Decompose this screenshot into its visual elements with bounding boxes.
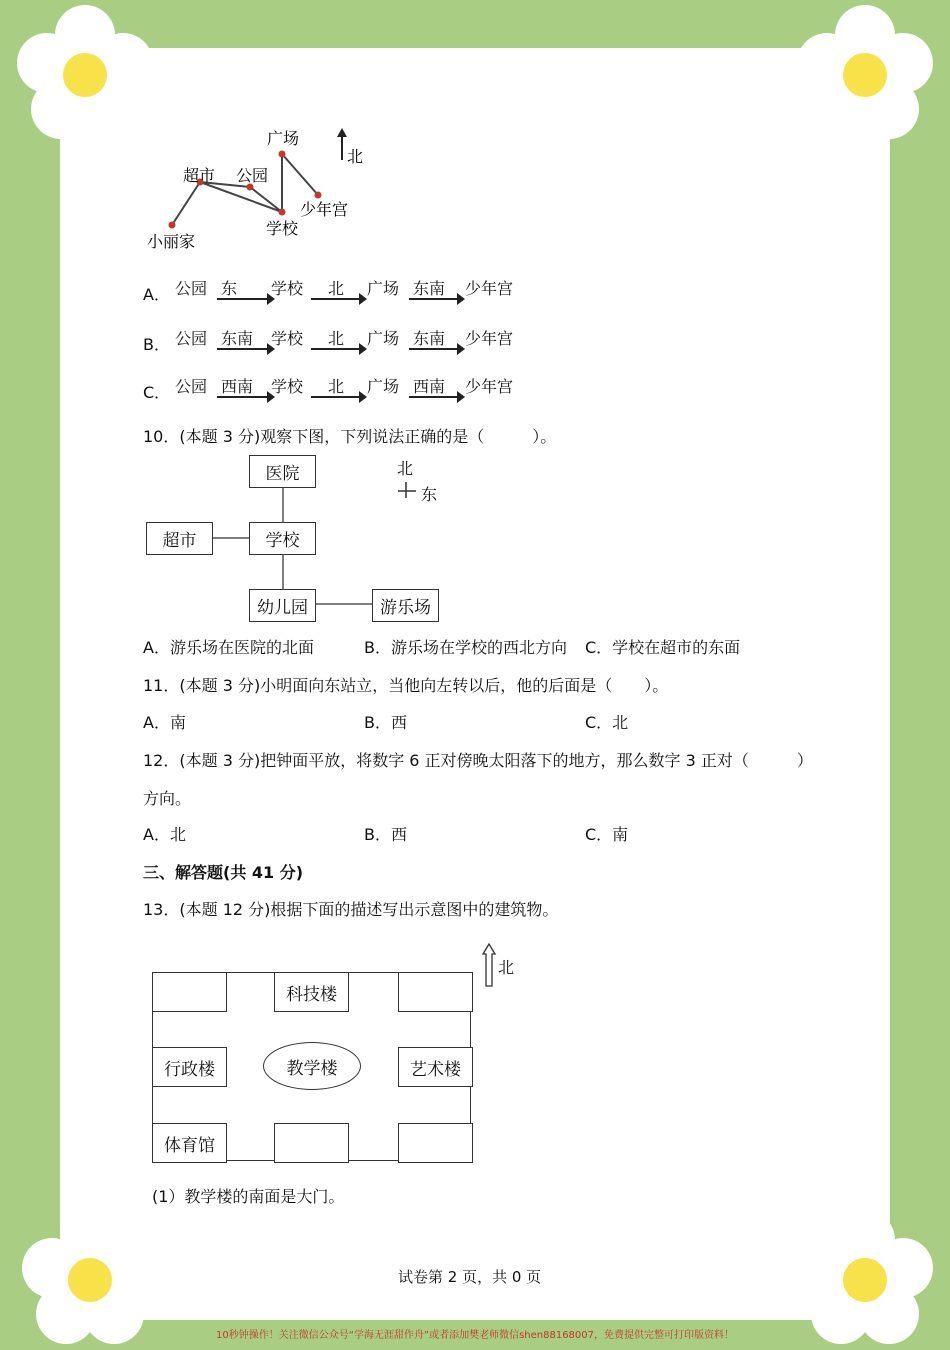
q12-option-b[interactable]: B．西 xyxy=(364,825,407,844)
right-arrow-icon xyxy=(311,348,363,350)
route-direction: 东南 xyxy=(413,279,446,298)
bottom-promo-note: 10秒钟操作！关注微信公众号“学海无涯甜作舟”或者添加樊老师微信shen88168007，免费提供完整可打印版资料！ xyxy=(215,1330,735,1341)
route-place: 公园 xyxy=(175,329,208,348)
section-3-heading: 三、解答题(共 41 分) xyxy=(143,863,304,882)
north-arrow-icon xyxy=(337,128,347,160)
q9-route-map xyxy=(140,120,380,260)
right-arrow-icon xyxy=(409,348,461,350)
flower-decoration-top-right xyxy=(795,5,935,145)
route-place: 少年宫 xyxy=(465,279,514,298)
q11-option-c[interactable]: C．北 xyxy=(585,713,629,732)
q11-stem: 11．(本题 3 分)小明面向东站立，当他向左转以后，他的后面是（ ）。 xyxy=(143,676,669,695)
route-direction: 北 xyxy=(328,377,345,396)
right-arrow-icon xyxy=(409,298,461,300)
box-bottom-middle xyxy=(274,1123,349,1163)
route-direction: 西南 xyxy=(413,377,446,396)
option-letter: B． xyxy=(143,335,170,354)
q12-stem-line1: 12．(本题 3 分)把钟面平放，将数字 6 正对傍晚太阳落下的地方，那么数字 3 正对（ ） xyxy=(143,751,813,770)
building-teaching: 教学楼 xyxy=(263,1042,361,1090)
option-letter: C． xyxy=(143,383,171,402)
map-label-park: 公园 xyxy=(236,166,269,185)
map-label-youth-palace: 少年宫 xyxy=(300,200,349,219)
building-tech: 科技楼 xyxy=(274,972,349,1012)
route-direction: 北 xyxy=(328,279,345,298)
box-playground: 游乐场 xyxy=(372,589,439,622)
route-direction: 东南 xyxy=(413,329,446,348)
flower-decoration-top-left xyxy=(15,5,155,145)
q9-option-2[interactable] xyxy=(143,374,543,408)
q10-option-c[interactable]: C．学校在超市的东面 xyxy=(585,638,741,657)
q9-option-0[interactable] xyxy=(143,276,543,310)
page-footer: 试卷第 2 页，共 0 页 xyxy=(398,1268,542,1286)
right-arrow-icon xyxy=(217,348,271,350)
q10-option-b[interactable]: B．游乐场在学校的西北方向 xyxy=(364,638,567,657)
q12-option-c[interactable]: C．南 xyxy=(585,825,629,844)
building-admin: 行政楼 xyxy=(152,1047,227,1087)
q13-stem: 13．(本题 12 分)根据下面的描述写出示意图中的建筑物。 xyxy=(143,900,559,919)
q12-option-a[interactable]: A．北 xyxy=(143,825,186,844)
route-place: 学校 xyxy=(271,329,304,348)
right-arrow-icon xyxy=(217,396,271,398)
box-supermarket: 超市 xyxy=(146,522,213,555)
right-arrow-icon xyxy=(311,298,363,300)
compass-east: 东 xyxy=(421,485,438,504)
route-direction: 西南 xyxy=(221,377,254,396)
right-arrow-icon xyxy=(217,298,271,300)
route-place: 广场 xyxy=(367,377,400,396)
compass-north: 北 xyxy=(397,459,414,478)
route-place: 公园 xyxy=(175,279,208,298)
q13-sub-1: (1）教学楼的南面是大门。 xyxy=(152,1187,345,1206)
right-arrow-icon xyxy=(311,396,363,398)
q10-option-a[interactable]: A．游乐场在医院的北面 xyxy=(143,638,314,657)
route-direction: 北 xyxy=(328,329,345,348)
box-school: 学校 xyxy=(249,522,316,555)
map-label-north: 北 xyxy=(347,147,364,166)
q10-stem: 10．(本题 3 分)观察下图，下列说法正确的是（ ）。 xyxy=(143,427,557,446)
q12-stem-line2: 方向。 xyxy=(143,789,192,808)
q11-option-a[interactable]: A．南 xyxy=(143,713,186,732)
option-letter: A． xyxy=(143,285,170,304)
route-place: 广场 xyxy=(367,329,400,348)
box-hospital: 医院 xyxy=(249,455,316,488)
route-place: 学校 xyxy=(271,279,304,298)
north-arrow-icon xyxy=(482,942,496,990)
map-label-supermarket: 超市 xyxy=(183,166,216,185)
route-place: 公园 xyxy=(175,377,208,396)
route-place: 少年宫 xyxy=(465,377,514,396)
map-label-home: 小丽家 xyxy=(147,232,196,251)
building-art: 艺术楼 xyxy=(398,1047,473,1087)
box-bottom-right xyxy=(398,1123,473,1163)
q11-option-b[interactable]: B．西 xyxy=(364,713,407,732)
q13-north-label: 北 xyxy=(498,958,515,977)
route-place: 学校 xyxy=(271,377,304,396)
compass-cross-icon xyxy=(398,482,416,498)
box-kindergarten: 幼儿园 xyxy=(249,589,316,622)
route-place: 广场 xyxy=(367,279,400,298)
right-arrow-icon xyxy=(409,396,461,398)
building-gym: 体育馆 xyxy=(152,1123,227,1163)
map-label-school: 学校 xyxy=(266,219,299,238)
map-label-plaza: 广场 xyxy=(267,129,300,148)
route-place: 少年宫 xyxy=(465,329,514,348)
route-direction: 东南 xyxy=(221,329,254,348)
corner-box-top-right xyxy=(398,972,473,1012)
route-direction: 东 xyxy=(221,279,238,298)
q9-option-1[interactable] xyxy=(143,326,543,360)
corner-box-top-left xyxy=(152,972,227,1012)
